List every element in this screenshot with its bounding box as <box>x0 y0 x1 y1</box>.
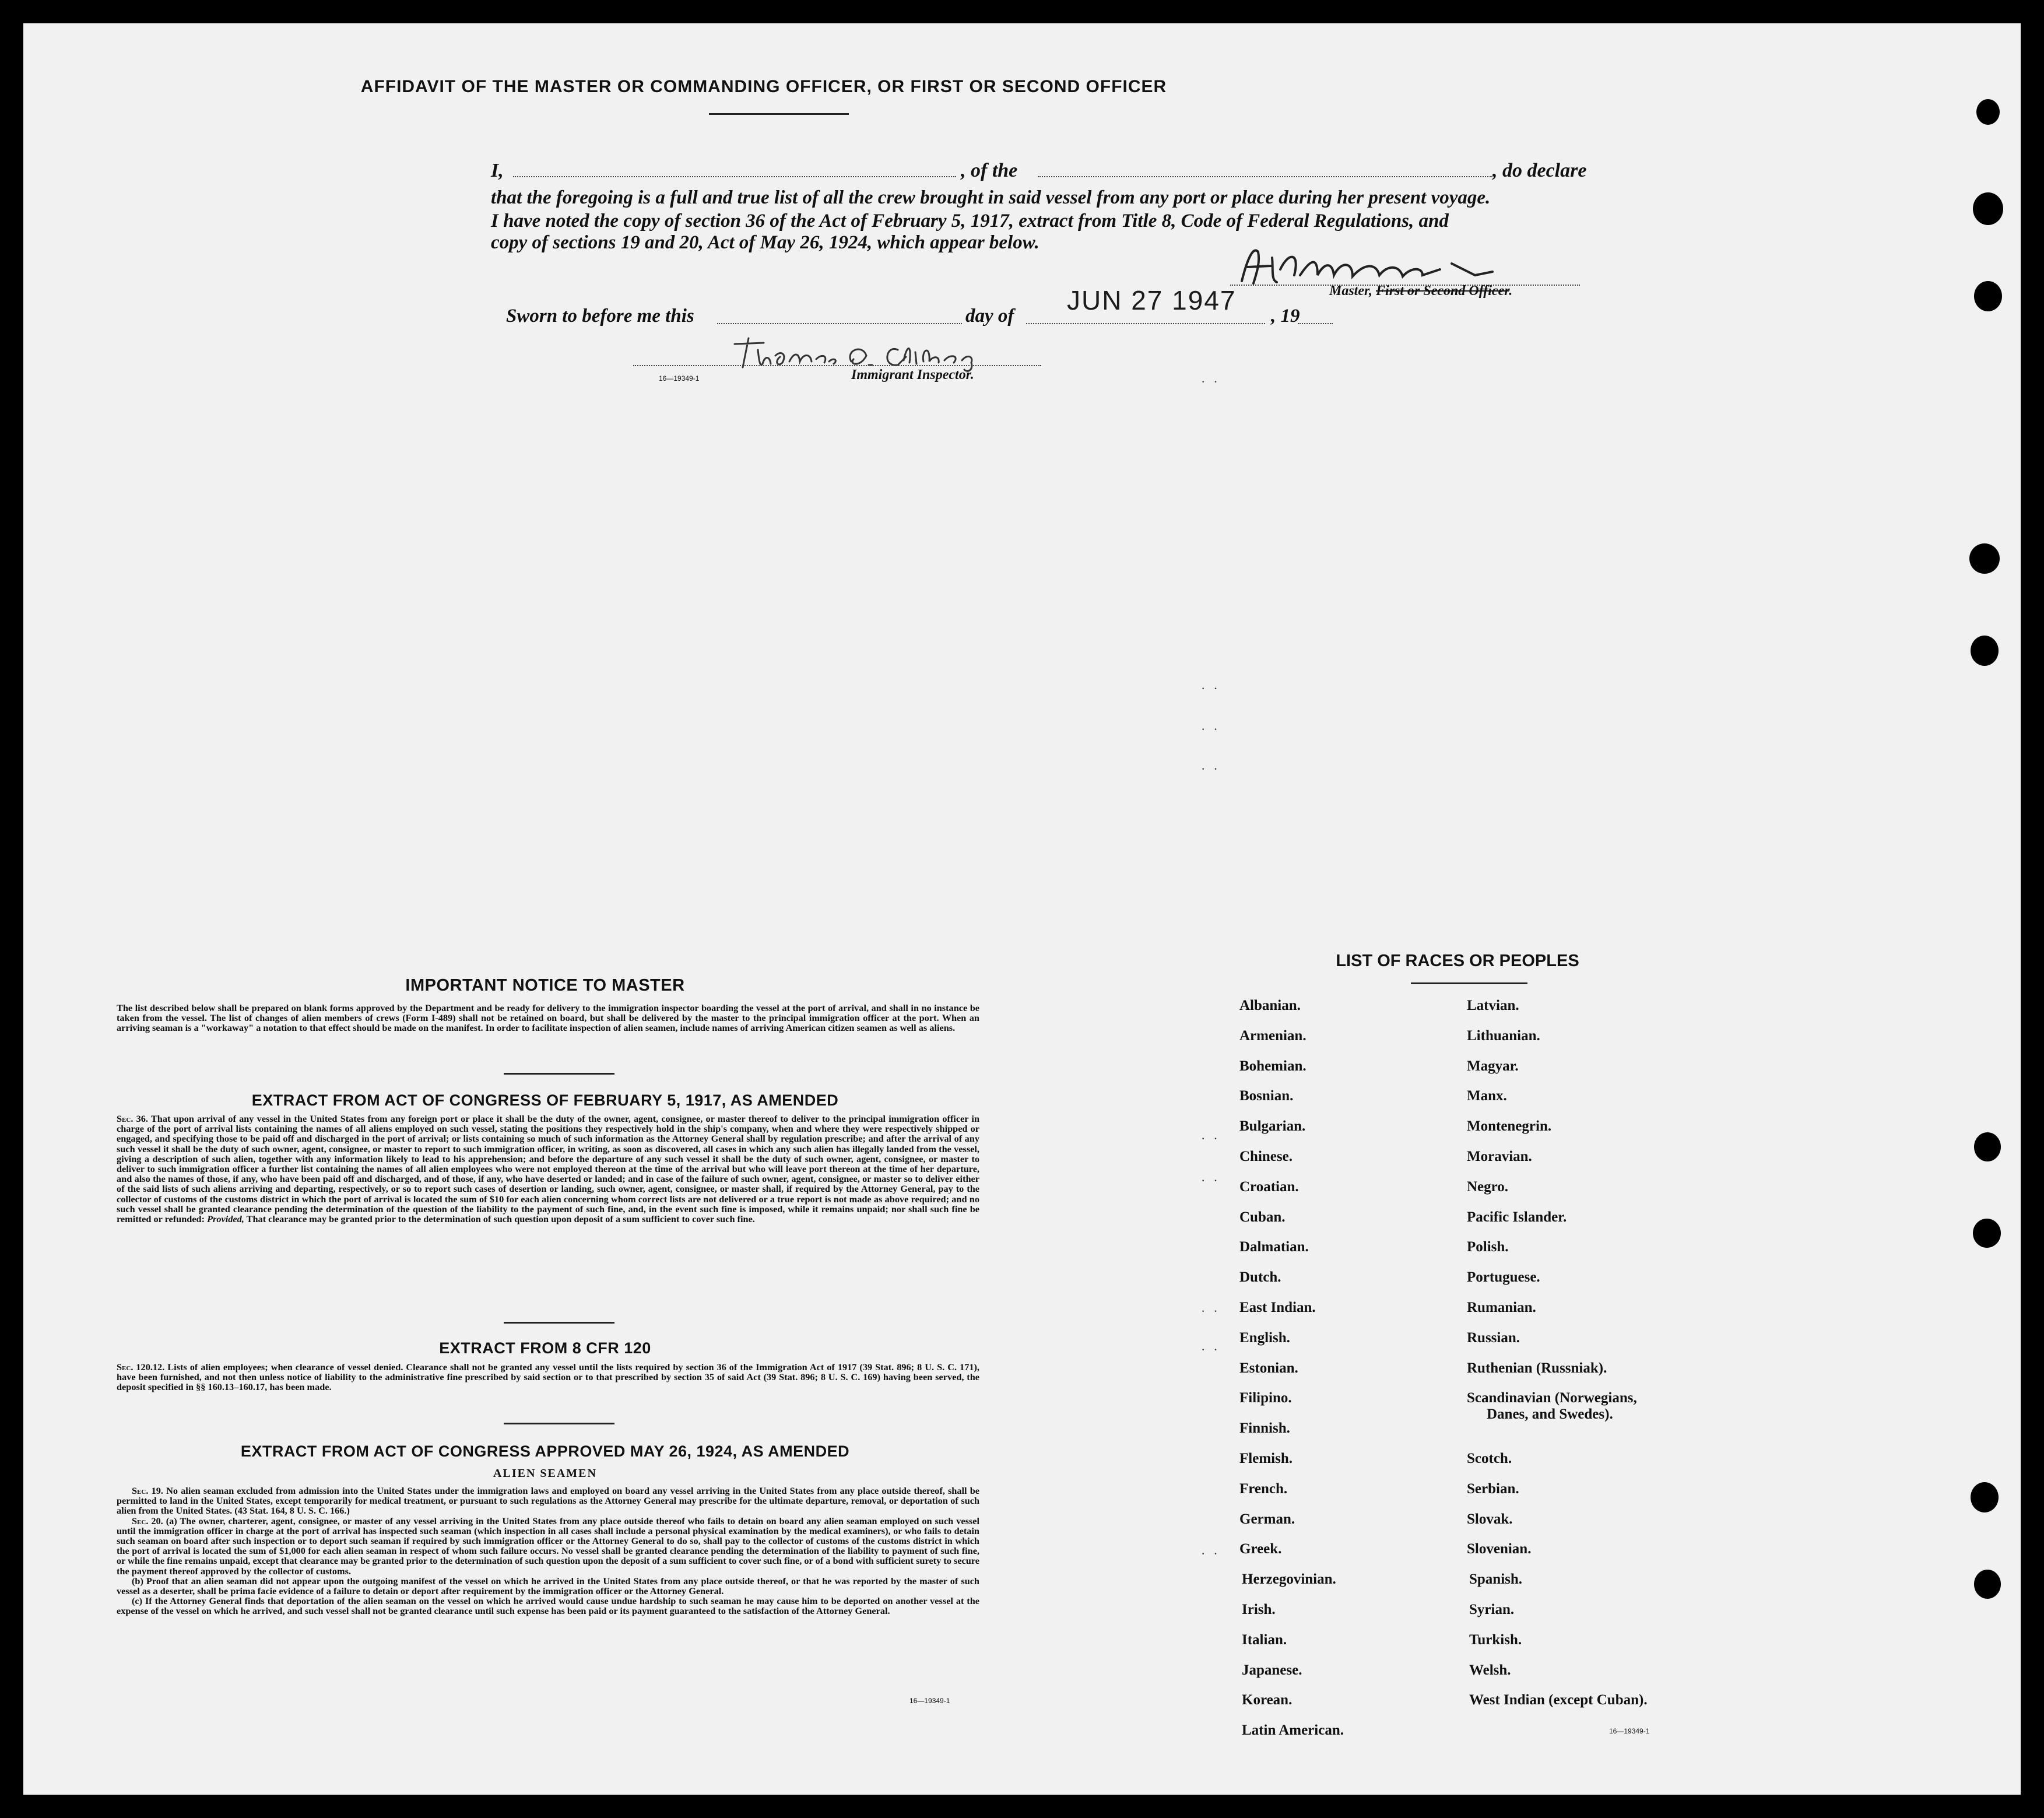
race-item: Chinese. <box>1239 1149 1293 1164</box>
extract-cfr-body <box>117 1362 979 1392</box>
sworn-day-field <box>717 323 962 324</box>
section-36-label: Sec. 36. <box>117 1113 148 1124</box>
declaration-line-1: that the foregoing is a full and true list of all the crew brought in said vessel from any port or place during her present voyage. <box>491 187 1491 208</box>
extract-1917-title: EXTRACT FROM ACT OF CONGRESS OF FEBRUARY 5, 1917, AS AMENDED <box>251 1091 839 1109</box>
master-label <box>1329 283 1512 299</box>
race-item: Greek. <box>1239 1541 1282 1557</box>
form-number: 16—19349-1 <box>659 374 700 382</box>
extract-1917-body <box>117 1114 979 1224</box>
punch-hole <box>1973 192 2003 225</box>
inspector-signature <box>729 327 1020 373</box>
race-item: Montenegrin. <box>1467 1118 1552 1135</box>
dot-marks: ·· <box>1201 722 1226 736</box>
race-item: Slovak. <box>1467 1511 1513 1527</box>
race-item: Magyar. <box>1467 1058 1519 1074</box>
punch-hole <box>1971 1482 1999 1512</box>
race-item: Finnish. <box>1239 1420 1290 1437</box>
race-item: Herzegovinian. <box>1242 1571 1336 1588</box>
race-item: Croatian. <box>1239 1178 1299 1195</box>
race-item: Turkish. <box>1469 1631 1522 1648</box>
section-divider <box>504 1423 614 1424</box>
section-36-text-end: That clearance may be granted prior to the determination of such question upon deposit of a sum sufficient to cover such fine. <box>244 1213 755 1225</box>
dot-marks: ·· <box>1201 374 1226 389</box>
race-item: German. <box>1239 1511 1295 1527</box>
sworn-year-field <box>1298 323 1333 324</box>
title-divider <box>709 113 849 115</box>
inspector-label: Immigrant Inspector. <box>851 367 974 382</box>
race-item: Bohemian. <box>1239 1058 1307 1074</box>
declaration-line-2: I have noted the copy of section 36 of the Act of February 5, 1917, extract from Title 8, Code of Federal Regulations, and <box>491 210 1449 231</box>
section-19 <box>117 1486 979 1516</box>
race-item: Scotch. <box>1467 1451 1512 1466</box>
dot-marks: ·· <box>1201 1173 1226 1188</box>
notice-body: The list described below shall be prepared on blank forms approved by the Department and be ready for delivery to the immigration inspector boarding the vessel at the port of arrival, and shall in no instance be taken from the vessel. The list of changes of alien members of crews (Form I-489) shall not be retained on board, but shall be delivered by the master to the principal immigration officer at the port. When an arriving seaman is a "workaway" a notation to that effect should be made on the manifest. In order to facilitate inspection of alien seamen, include names of arriving American citizen seamen as well as aliens. <box>117 1002 979 1034</box>
form-number: 16—19349-1 <box>909 1697 950 1705</box>
section-divider <box>504 1322 614 1324</box>
race-item: Pacific Islander. <box>1467 1209 1567 1225</box>
race-item: Armenian. <box>1239 1027 1307 1044</box>
date-stamp: JUN 27 1947 <box>1067 285 1237 315</box>
race-item: Rumanian. <box>1467 1300 1536 1315</box>
race-item: Polish. <box>1467 1239 1509 1255</box>
vessel-label: , of the <box>961 160 1018 181</box>
section-20a-text: (a) The owner, charterer, agent, consignee, or master of any vessel arriving in the United States from any place outside thereof who fails to detain on board any alien seaman employed on such vessel until the immigration officer in charge at the port of arrival has inspected such seaman (which inspection in all cases shall include a personal physical examination by the medical examiners), or who fails to detain such seaman on board after such inspection or to deport such seaman if required by such immigration officer or the Attorney General to do so, shall pay to the collector of customs of the customs district in which the port of arrival is located the sum of $1,000 for each alien seaman in respect of whom such failure occurs. No vessel shall be granted clearance pending the determination of the liability to payment of such fine, or while the fine remains unpaid, except that clearance may be granted prior to the determination of such question upon the deposit of a sum sufficient to cover such fine, or of a bond with sufficient surety to secure the payment thereof approved by the collector of customs. <box>117 1515 980 1577</box>
document-page <box>23 23 2021 1795</box>
race-item: Portuguese. <box>1467 1269 1540 1286</box>
notice-title: IMPORTANT NOTICE TO MASTER <box>405 976 685 995</box>
race-item: East Indian. <box>1239 1300 1316 1315</box>
race-item: Bosnian. <box>1239 1088 1294 1104</box>
race-item: Dalmatian. <box>1239 1239 1309 1255</box>
race-item: West Indian (except Cuban). <box>1469 1692 1648 1708</box>
dot-marks: ·· <box>1201 1131 1226 1146</box>
declaration-line-3: copy of sections 19 and 20, Act of May 26, 1924, which appear below. <box>491 232 1039 253</box>
race-item: Moravian. <box>1467 1149 1532 1164</box>
dot-marks: ·· <box>1201 1304 1226 1318</box>
inspector-signature-line <box>633 365 1041 366</box>
section-19-label: Sec. 19. <box>132 1485 163 1496</box>
dot-marks: ·· <box>1201 1546 1226 1561</box>
declarant-label: I, <box>491 160 504 181</box>
race-item: Manx. <box>1467 1088 1507 1104</box>
race-item: Syrian. <box>1469 1602 1515 1617</box>
race-item: English. <box>1239 1329 1290 1346</box>
race-item: Filipino. <box>1239 1390 1292 1406</box>
day-of-label: day of <box>965 306 1014 327</box>
form-number: 16—19349-1 <box>1609 1727 1650 1735</box>
races-title: LIST OF RACES OR PEOPLES <box>1336 952 1579 970</box>
race-item: French. <box>1239 1480 1288 1497</box>
race-item: Scandinavian (Norwegians, <box>1467 1390 1637 1406</box>
section-20b: (b) Proof that an alien seaman did not appear upon the outgoing manifest of the vessel on which he arrived in the United States from any place outside thereof, or that he was reported by the master of such vessel as a deserter, shall be prima facie evidence of a failure to detain or deport after requirement by the immigration officer or the Attorney General. <box>117 1575 979 1597</box>
dot-marks: ·· <box>1201 761 1226 776</box>
race-item: Welsh. <box>1469 1662 1511 1678</box>
affidavit-title: AFFIDAVIT OF THE MASTER OR COMMANDING OFFICER, OR FIRST OR SECOND OFFICER <box>360 77 1167 96</box>
race-item: Spanish. <box>1469 1571 1523 1588</box>
dot-marks: ·· <box>1201 681 1226 696</box>
race-item: Danes, and Swedes). <box>1487 1406 1613 1423</box>
extract-1924-body <box>117 1486 979 1616</box>
punch-hole <box>1973 1219 2001 1248</box>
dot-marks: ·· <box>1201 1342 1226 1357</box>
extract-1924-title: EXTRACT FROM ACT OF CONGRESS APPROVED MAY 26, 1924, AS AMENDED <box>240 1443 850 1460</box>
race-item: Negro. <box>1467 1178 1509 1195</box>
race-item: Lithuanian. <box>1467 1027 1540 1044</box>
race-item: Serbian. <box>1467 1480 1519 1497</box>
race-item: Ruthenian (Russniak). <box>1467 1360 1607 1376</box>
punch-hole <box>1974 281 2002 311</box>
race-item: Bulgarian. <box>1239 1118 1306 1135</box>
race-item: Irish. <box>1242 1602 1276 1617</box>
race-item: Latvian. <box>1467 998 1519 1013</box>
race-item: Latin American. <box>1242 1722 1344 1739</box>
sworn-month-field <box>1026 323 1265 324</box>
race-item: Estonian. <box>1239 1360 1298 1376</box>
year-label: , 19 <box>1271 306 1300 327</box>
section-120-text: Lists of alien employees; when clearance of vessel denied. Clearance shall not be granted any vessel until the lists required by section 36 of the Immigration Act of 1917 (39 Stat. 896; 8 U. S. C. 171), have been furnished, and not then unless notice of liability to the administrative fine prescribed by said section or to that prescribed by section 35 of said Act (39 Stat. 896; 8 U. S. C. 169) having been served, the deposit specified in §§ 160.13–160.17, has been made. <box>117 1361 979 1393</box>
race-item: Dutch. <box>1239 1269 1281 1286</box>
section-divider <box>504 1073 614 1075</box>
proviso-label: Provided, <box>207 1213 244 1225</box>
alien-seamen-subtitle: ALIEN SEAMEN <box>493 1467 597 1480</box>
race-item: Italian. <box>1242 1631 1287 1648</box>
race-item: Japanese. <box>1242 1662 1302 1678</box>
section-20-label: Sec. 20. <box>132 1515 163 1526</box>
declarant-name-field <box>513 176 956 177</box>
race-item: Cuban. <box>1239 1209 1286 1225</box>
race-item: Slovenian. <box>1467 1541 1532 1557</box>
race-item: Flemish. <box>1239 1451 1293 1466</box>
section-20c: (c) If the Attorney General finds that deportation of the alien seaman on the vessel on which he arrived would cause undue hardship to such seaman he may cause him to be deported on another vessel at the expense of the vessel on which he arrived, and such vessel shall not be granted clearance until such expense has been paid or its payment guaranteed to the satisfaction of the Attorney General. <box>117 1595 979 1617</box>
punch-hole <box>1974 1132 2001 1161</box>
vessel-name-field <box>1038 176 1492 177</box>
race-item: Albanian. <box>1239 998 1301 1013</box>
punch-hole <box>1974 1570 2001 1599</box>
struck-officer-label: First or Second Officer <box>1376 283 1509 299</box>
master-label-suffix: . <box>1509 283 1513 299</box>
section-19-text: No alien seaman excluded from admission into the United States under the immigration laws and employed on board any vessel arriving in the United States from any place outside thereof, shall be permitted to land in the United States, except temporarily for medical treatment, or pursuant to such regulations as the Attorney General may prescribe for the ultimate departure, removal, or deportation of such alien from the United States. (43 Stat. 164, 8 U. S. C. 166.) <box>117 1485 979 1517</box>
extract-cfr-title: EXTRACT FROM 8 CFR 120 <box>439 1339 651 1357</box>
section-20a <box>117 1516 979 1576</box>
race-item: Russian. <box>1467 1329 1520 1346</box>
races-divider <box>1411 982 1527 984</box>
section-36-text: That upon arrival of any vessel in the United States from any foreign port or place it shall be the duty of the owner, agent, consignee, or master thereof to deliver to the principal immigration officer in charge of the port of arrival lists containing the names of all aliens employed on such vessel, stating the positions they respectively hold in the ship's company, when and where they were respectively shipped or engaged, and specifying those to be paid off and discharged in the port of arrival; or lists containing so much of such information as the Attorney General shall by regulation prescribe; and after the arrival of any such vessel it shall be the duty of such owner, agent, consignee, or master to report to such immigration officer, in writing, as soon as discovered, all cases in which any such alien has illegally landed from the vessel, giving a description of such alien, together with any information likely to lead to his apprehension; and before the departure of any such vessel it shall be the duty of such owner, agent, consignee, or master to deliver to such immigration officer a further list containing the names of all alien employees who were not employed thereon at the time of the arrival but who will leave port thereon at the time of her departure, and also the names of those, if any, who have been paid off and discharged, and of those, if any, who have deserted or landed; and in case of the failure of such owner, agent, consignee, or master so to deliver either of the said lists of such aliens arriving and departing, respectively, or so to report such cases of desertion or landing, such owner, agent, consignee, or master shall, if required by the Attorney General, pay to the collector of customs of the customs district in which the port of arrival is located the sum of $10 for each alien concerning whom correct lists are not delivered or a true report is not made as above required; and no such vessel shall be granted clearance pending the determination of the question of the liability to the payment of such fine, and, in the event such fine is imposed, while it remains unpaid; nor shall such fine be remitted or refunded: <box>117 1113 980 1225</box>
race-item: Korean. <box>1242 1692 1293 1708</box>
punch-hole <box>1969 543 2000 574</box>
master-label-prefix: Master, <box>1329 283 1376 299</box>
sworn-label: Sworn to before me this <box>506 306 694 327</box>
punch-hole <box>1971 636 1999 666</box>
declare-label: , do declare <box>1492 160 1587 181</box>
punch-hole <box>1976 99 2000 125</box>
section-120-label: Sec. 120.12. <box>117 1361 165 1373</box>
